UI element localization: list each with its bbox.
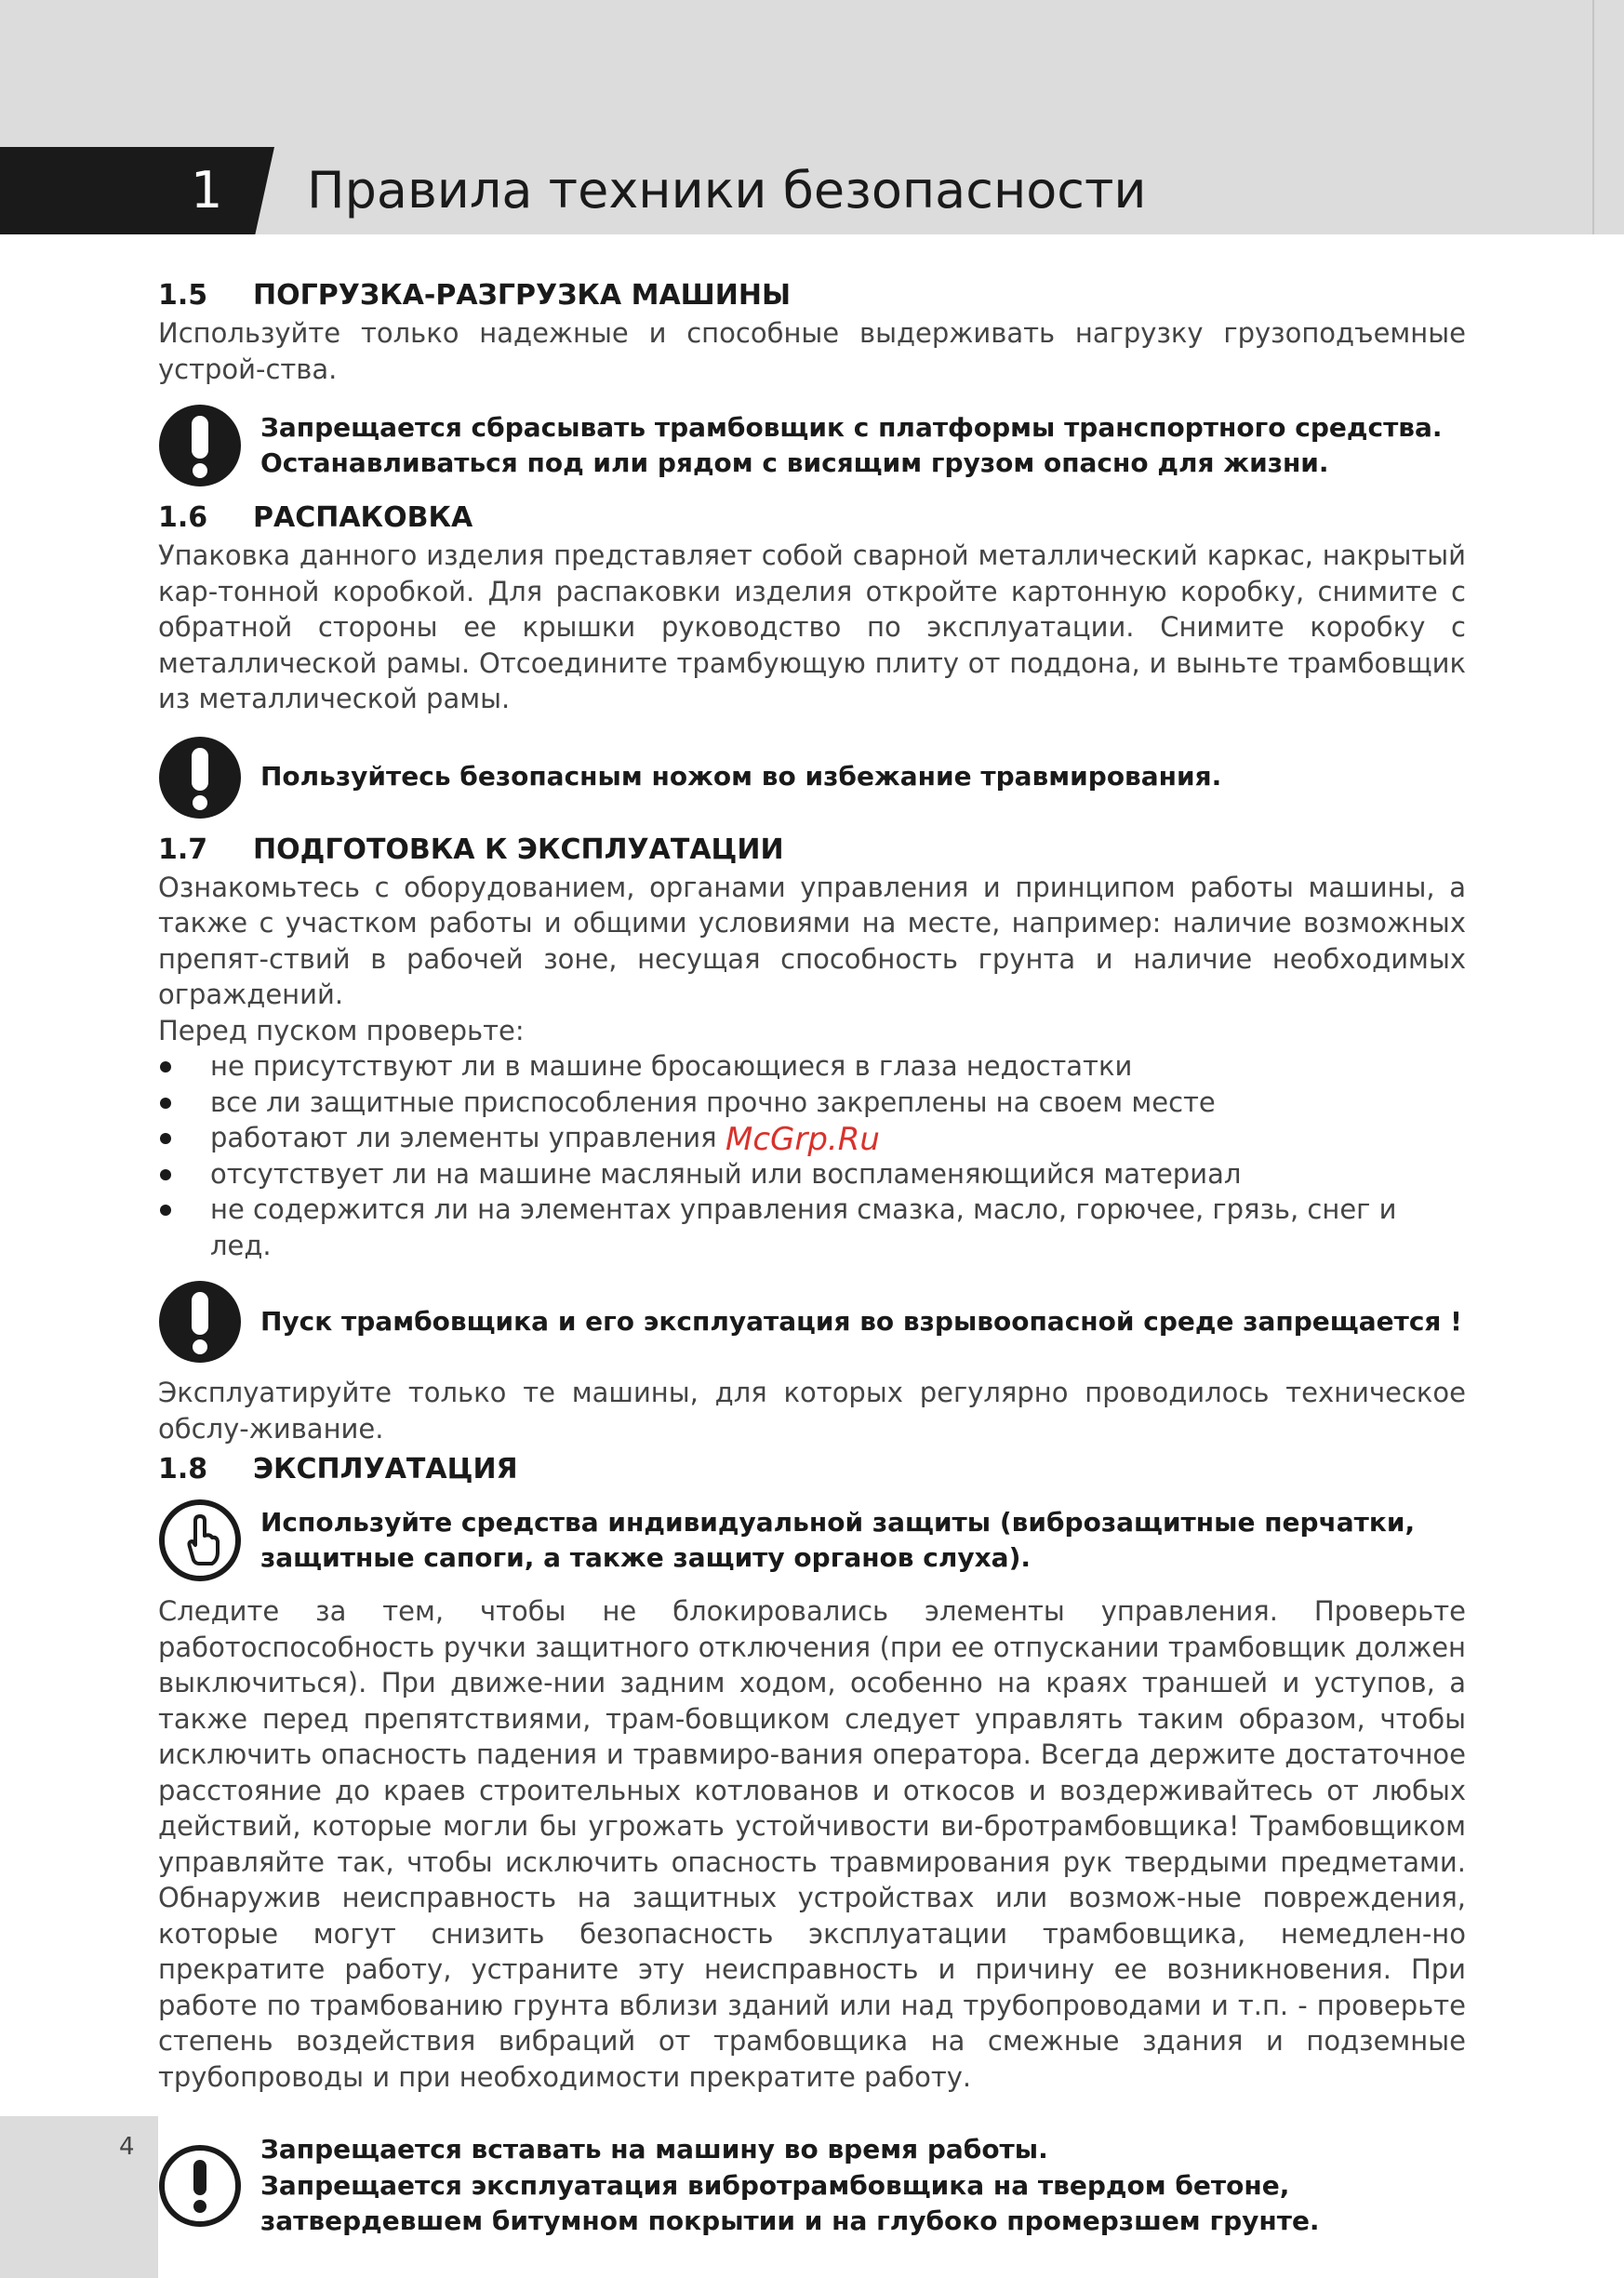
list-item: все ли защитные приспособления прочно закреплены на своем месте [158,1085,1466,1121]
section-title: ЭКСПЛУАТАЦИЯ [253,1453,518,1485]
section-heading-1-7 [158,831,1466,870]
section-title: ПОДГОТОВКА К ЭКСПЛУАТАЦИИ [253,833,784,866]
note-block [158,1499,1466,1582]
section-number: 1.5 [158,279,208,312]
exclamation-icon [158,1280,242,1364]
page-content [158,276,1466,2251]
warning-line: Пользуйтесь безопасным ножом во избежание травмирования. [260,761,1222,793]
warning-block [158,2132,1466,2240]
warning-line: затвердевшем битумном покрытии и на глубоко промерзшем грунте. [260,2205,1320,2236]
page-number: 4 [119,2133,135,2161]
paragraph: Используйте только надежные и способные выдерживать нагрузку грузоподъемные устрой-ства. [158,317,1466,385]
section-title: ПОГРУЗКА-РАЗГРУЗКА МАШИНЫ [253,279,792,312]
section-number: 1.8 [158,1453,208,1485]
section-number: 1.7 [158,833,208,866]
warning-block [158,404,1466,487]
header-edge-line [1592,0,1594,234]
warning-line: Останавливаться под или рядом с висящим грузом опасно для жизни. [260,447,1329,478]
watermark: McGrp.Ru [725,1121,880,1158]
exclamation-icon [158,736,242,819]
list-item: не присутствуют ли в машине бросающиеся в глаза недостатки [158,1048,1466,1085]
list-item: отсутствует ли на машине масляный или воспламеняющийся материал [158,1156,1466,1192]
paragraph: Следите за тем, чтобы не блокировались элементы управления. Проверьте работоспособность ручки защитного отключения (при ее отпускании трамбовщик должен выключиться). При движе-нии задним ходом, особенно на краях траншей и уступов, а также перед препятствиями, трам-бовщиком следует управлять таким образом, чтобы исключить опасность падения и травмиро-вания оператора. Всегда держите достаточное расстояние до краев строительных котлованов и откосов и воздерживайтесь от любых действий, которые могли бы угрожать устойчивости ви-бротрамбовщика! Трамбовщиком управляйте так, чтобы исключить опасность травмирования рук твердыми предметами. Обнаружив неисправность на защитных устройствах или возмож-ные повреждения, которые могут снизить безопасность эксплуатации трамбовщика, немедлен-но прекратите работу, устраните эту неисправность и причину ее возникновения. При работе по трамбованию грунта вблизи зданий или над трубопроводами и т.п. - проверьте степень воздействия вибраций от трамбовщика на смежные здания и подземные трубопроводы и при необходимости прекратите работу. [158,1595,1466,2093]
warning-line: Запрещается вставать на машину во время работы. [260,2134,1048,2165]
section-heading-1-8 [158,1450,1466,1489]
section-heading-1-6 [158,499,1466,538]
note-line: защитные сапоги, а также защиту органов слуха). [260,1542,1032,1573]
paragraph: Эксплуатируйте только те машины, для которых регулярно проводилось техническое обслу-живание. [158,1377,1466,1445]
warning-block [158,1280,1466,1364]
warning-block [158,736,1466,819]
warning-line: Запрещается сбрасывать трамбовщик с платформы транспортного средства. [260,411,1443,443]
section-number: 1.6 [158,501,208,534]
warning-line: Пуск трамбовщика и его эксплуатация во взрывоопасной среде запрещается ! [260,1305,1462,1337]
paragraph: Ознакомьтесь с оборудованием, органами управления и принципом работы машины, а также с участком работы и общими условиями на месте, например: наличие возможных препят-ствий в рабочей зоне, несущая способность грунта и наличие необходимых ограждений. [158,871,1466,1010]
exclamation-outline-icon [158,2144,242,2228]
hand-pointer-icon [158,1499,242,1582]
list-item: работают ли элементы управления [158,1120,1466,1156]
warning-line: Запрещается эксплуатация вибротрамбовщика на твердом бетоне, [260,2169,1290,2201]
list-item: не содержится ли на элементах управления смазка, масло, горючее, грязь, снег и лед. [158,1192,1466,1263]
note-line: Используйте средства индивидуальной защиты (виброзащитные перчатки, [260,1506,1416,1538]
chapter-number: 1 [191,161,223,220]
section-title: РАСПАКОВКА [253,501,473,534]
exclamation-icon [158,404,242,487]
check-intro: Перед пуском проверьте: [158,1014,525,1046]
chapter-title: Правила техники безопасности [307,161,1147,220]
chapter-number-box [0,147,274,234]
paragraph: Упаковка данного изделия представляет собой сварной металлический каркас, накрытый кар-тонной коробкой. Для распаковки изделия откройте картонную коробку, снимите с обратной стороны ее крышки руководство по эксплуатации. Снимите коробку с металлической рамы. Отсоедините трамбующую плиту от поддона, и выньте трамбовщик из металлической рамы. [158,540,1466,714]
section-heading-1-5 [158,276,1466,315]
